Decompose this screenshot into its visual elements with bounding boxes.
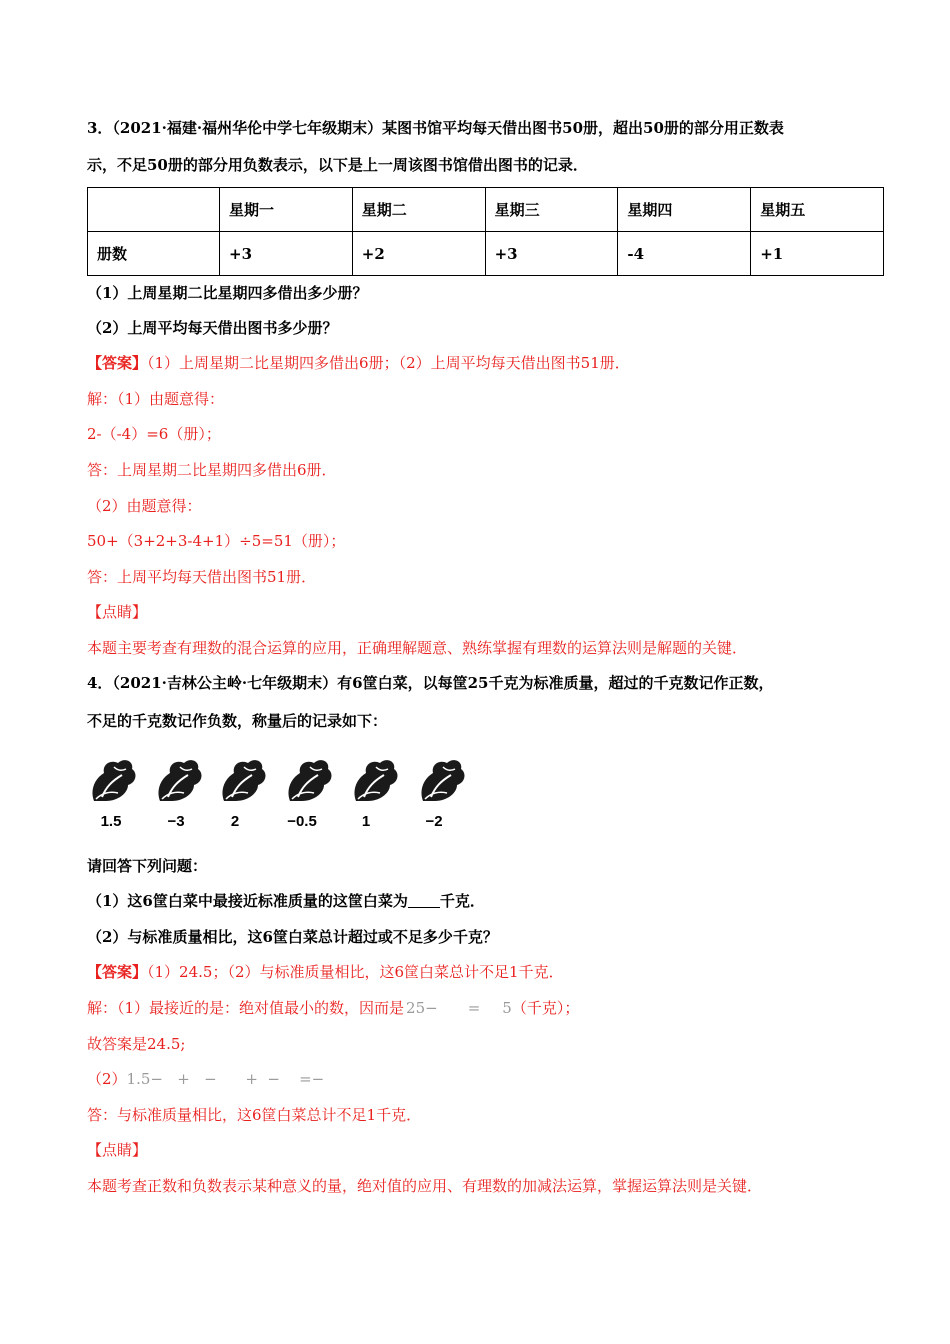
q3-stem-line1: 3．（2021·福建·福州华伦中学七年级期末）某图书馆平均每天借出图书50册，超出50册的部分用正数表 bbox=[87, 119, 784, 137]
q4-solution-2: 故答案是24.5; bbox=[87, 1035, 186, 1053]
q4-stem-line1: 4．（2021·吉林公主岭·七年级期末）有6筐白菜，以每筐25千克为标准质量，超过的千克数记作正数， bbox=[87, 674, 774, 692]
cabbage-icon bbox=[154, 757, 204, 803]
q4-sub1-unit: 千克． bbox=[439, 892, 485, 910]
q3-dianjing-tag: 【点睛】 bbox=[87, 603, 148, 621]
formula-result: 5 bbox=[502, 999, 512, 1017]
q4-dianjing-text: 本题考查正数和负数表示某种意义的量，绝对值的应用、有理数的加减法运算，掌握运算法则是关键． bbox=[87, 1177, 763, 1195]
cabbage-icon bbox=[284, 757, 334, 803]
formula-expression: 1.5− + − + − =− bbox=[126, 1070, 325, 1088]
table-header-cell: 星期一 bbox=[220, 188, 353, 232]
answer-text: （1）24.5；（2）与标准质量相比，这6筐白菜总计不足1千克． bbox=[147, 963, 564, 981]
answer-text: （1）上周星期二比星期四多借出6册；（2）上周平均每天借出图书51册． bbox=[147, 354, 630, 372]
cabbage-icon bbox=[218, 757, 268, 803]
q3-sub1: （1）上周星期二比星期四多借出多少册？ bbox=[87, 284, 368, 302]
table-header-cell bbox=[88, 188, 220, 232]
table-cell: +2 bbox=[352, 232, 485, 276]
q4-solution-4: 答：与标准质量相比，这6筐白菜总计不足1千克． bbox=[87, 1106, 422, 1124]
q3-record-table bbox=[87, 187, 884, 276]
cabbage-figure bbox=[85, 757, 505, 847]
cabbage-value-label: 2 bbox=[230, 813, 240, 830]
q4-solution-3 bbox=[87, 1069, 324, 1089]
cabbage-value-label: 1 bbox=[361, 813, 371, 830]
table-header-cell: 星期五 bbox=[751, 188, 884, 232]
table-row bbox=[88, 232, 884, 276]
q4-prompt: 请回答下列问题： bbox=[87, 857, 208, 875]
q3-solution-6: 答：上周平均每天借出图书51册． bbox=[87, 568, 317, 586]
table-row-label: 册数 bbox=[88, 232, 220, 276]
cabbage-value-label: −3 bbox=[167, 813, 185, 830]
q3-sub2: （2）上周平均每天借出图书多少册？ bbox=[87, 319, 338, 337]
table-header-cell: 星期四 bbox=[618, 188, 751, 232]
q4-stem-line2: 不足的千克数记作负数，称量后的记录如下： bbox=[87, 712, 388, 730]
q4-solution-1 bbox=[87, 998, 579, 1018]
formula-part: 25− bbox=[406, 999, 438, 1017]
table-cell: +3 bbox=[485, 232, 618, 276]
table-cell: -4 bbox=[618, 232, 751, 276]
answer-blank bbox=[408, 893, 440, 908]
q3-solution-5: 50+（3+2+3-4+1）÷5=51（册）； bbox=[87, 532, 346, 550]
q3-stem-line2: 示，不足50册的部分用负数表示，以下是上一周该图书馆借出图书的记录． bbox=[87, 156, 588, 174]
cabbage-value-label: 1.5 bbox=[100, 813, 122, 830]
table-header-row bbox=[88, 188, 884, 232]
q4-sub2: （2）与标准质量相比，这6筐白菜总计超过或不足多少千克？ bbox=[87, 928, 498, 946]
q3-answer bbox=[87, 353, 630, 373]
q4-solution-3-label: （2） bbox=[87, 1070, 127, 1088]
q3-solution-3: 答：上周星期二比星期四多借出6册． bbox=[87, 461, 337, 479]
q3-solution-2: 2-（-4）=6（册）； bbox=[87, 425, 221, 443]
q3-solution-1: 解：（1）由题意得： bbox=[87, 390, 225, 408]
q3-solution-4: （2）由题意得： bbox=[87, 497, 202, 515]
q4-solution-1-text: 解：（1）最接近的是：绝对值最小的数，因而是 bbox=[87, 999, 405, 1017]
q4-dianjing-tag: 【点睛】 bbox=[87, 1141, 148, 1159]
cabbage-icon bbox=[350, 757, 400, 803]
cabbage-icon bbox=[88, 757, 138, 803]
q4-answer bbox=[87, 962, 564, 982]
q4-sub1 bbox=[87, 891, 485, 911]
formula-unit: （千克）； bbox=[511, 999, 580, 1017]
q3-dianjing-text: 本题主要考查有理数的混合运算的应用，正确理解题意、熟练掌握有理数的运算法则是解题的关键． bbox=[87, 639, 748, 657]
table-cell: +1 bbox=[751, 232, 884, 276]
table-header-cell: 星期二 bbox=[352, 188, 485, 232]
answer-tag: 【答案】 bbox=[87, 354, 148, 372]
q4-sub1-text: （1）这6筐白菜中最接近标准质量的这筐白菜为 bbox=[87, 892, 408, 910]
answer-tag: 【答案】 bbox=[87, 963, 148, 981]
table-cell: +3 bbox=[220, 232, 353, 276]
formula-equals: = bbox=[467, 999, 481, 1017]
cabbage-value-label: −2 bbox=[425, 813, 443, 830]
cabbage-value-label: −0.5 bbox=[287, 813, 317, 830]
table-header-cell: 星期三 bbox=[485, 188, 618, 232]
cabbage-icon bbox=[417, 757, 467, 803]
